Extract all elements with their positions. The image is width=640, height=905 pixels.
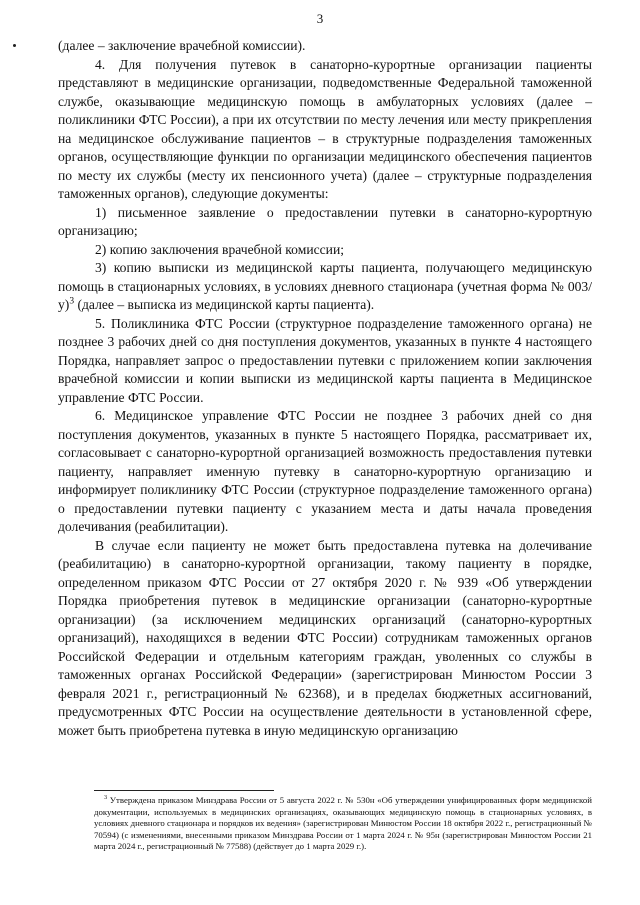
page-number: 3	[316, 11, 324, 26]
paragraph-case: В случае если пациенту не может быть предоставлена путевка на долечивание (реабилитацию) в санаторно-курортной организации, такому пациенту в порядке, определенном приказом ФТС России от 27 октября 2020 г. № 939 «Об утверждении Порядка приобретения путевок в медицинские организации (санаторно-курортные организации) (за исключением медицинских организаций (санаторно-курортных организаций), находящихся в ведении ФТС России) сотрудникам таможенных органов Российской Федерации и отдельным категориям граждан, уволенных со службы в таможенных органах Российской Федерации» (зарегистрирован Минюстом России 3 февраля 2021 г., регистрационный № 62368), и в пределах бюджетных ассигнований, предусмотренных ФТС России на осуществление деятельности в установленной сфере, может быть приобретена путевка в иную медицинскую организацию	[58, 537, 592, 738]
list-item-2: 2) копию заключения врачебной комиссии;	[95, 241, 344, 257]
document-body	[58, 37, 592, 740]
paragraph-item-6: 6. Медицинское управление ФТС России не позднее 3 рабочих дней со дня поступления документов, указанных в пункте 5 настоящего Порядка, рассматривает их, согласовывает с санаторно-курортной организацией возможность предоставления путевки пациенту, направляет именную путевку в санаторно-курортную организацию и информирует поликлинику ФТС России (структурное подразделение таможенного органа) о предоставлении путевки пациенту с указанием места и даты начала проведения долечивания (реабилитации).	[58, 408, 592, 534]
scan-speck	[13, 44, 16, 47]
paragraph-item-4: 4. Для получения путевок в санаторно-курортные организации пациенты представляют в медицинские организации, подведомственные Федеральной таможенной службе, оказывающие медицинскую помощь в амбулаторных условиях (далее – поликлиники ФТС России), а при их отсутствии по месту лечения или месту прикрепления на медицинское обслуживание пациентов – в структурные подразделения таможенных органов, осуществляющие функции по организации медицинского обеспечения пациентов по месту их службы (месту их пенсионного учета) (далее – структурные подразделения таможенных органов), следующие документы:	[58, 56, 592, 201]
footnote-marker: 3	[104, 795, 108, 802]
paragraph-continuation: (далее – заключение врачебной комиссии).	[58, 38, 306, 53]
footnote-text: Утверждена приказом Минздрава России от 5 августа 2022 г. № 530н «Об утверждении унифицированных форм медицинской документации, используемых в медицинских организациях, оказывающих медицинскую помощь в стационарных условиях, в условиях дневного стационара и порядков их ведения» (зарегистрирован Минюстом России 18 октября 2022 г., регистрационный № 70594) (с изменениями, внесенными приказом Минздрава России от 1 марта 2024 г. № 95н (зарегистрирован Минюстом России 21 марта 2024 г., регистрационный № 77588) (действует до 1 марта 2029 г.).	[94, 795, 592, 852]
paragraph-item-5: 5. Поликлиника ФТС России (структурное подразделение таможенного органа) не позднее 3 рабочих дней со дня поступления документов, указанных в пункте 4 настоящего Порядка, направляет запрос о предоставлении путевки с приложением копии заключения врачебной комиссии и копии выписки из медицинской карты пациента в Медицинское управление ФТС России.	[58, 315, 592, 405]
list-item-3-text: 3) копию выписки из медицинской карты пациента, получающего медицинскую помощь в стационарных условиях, в условиях дневного стационара (учетная форма № 003/у)	[58, 260, 592, 312]
footnote-reference: 3	[69, 296, 75, 307]
list-item-3	[58, 259, 592, 315]
footnote	[94, 795, 592, 853]
list-item-3-text-end: (далее – выписка из медицинской карты пациента).	[74, 297, 375, 312]
list-item-1: 1) письменное заявление о предоставлении путевки в санаторно-курортную организацию;	[58, 204, 592, 238]
footnote-separator	[94, 790, 274, 791]
